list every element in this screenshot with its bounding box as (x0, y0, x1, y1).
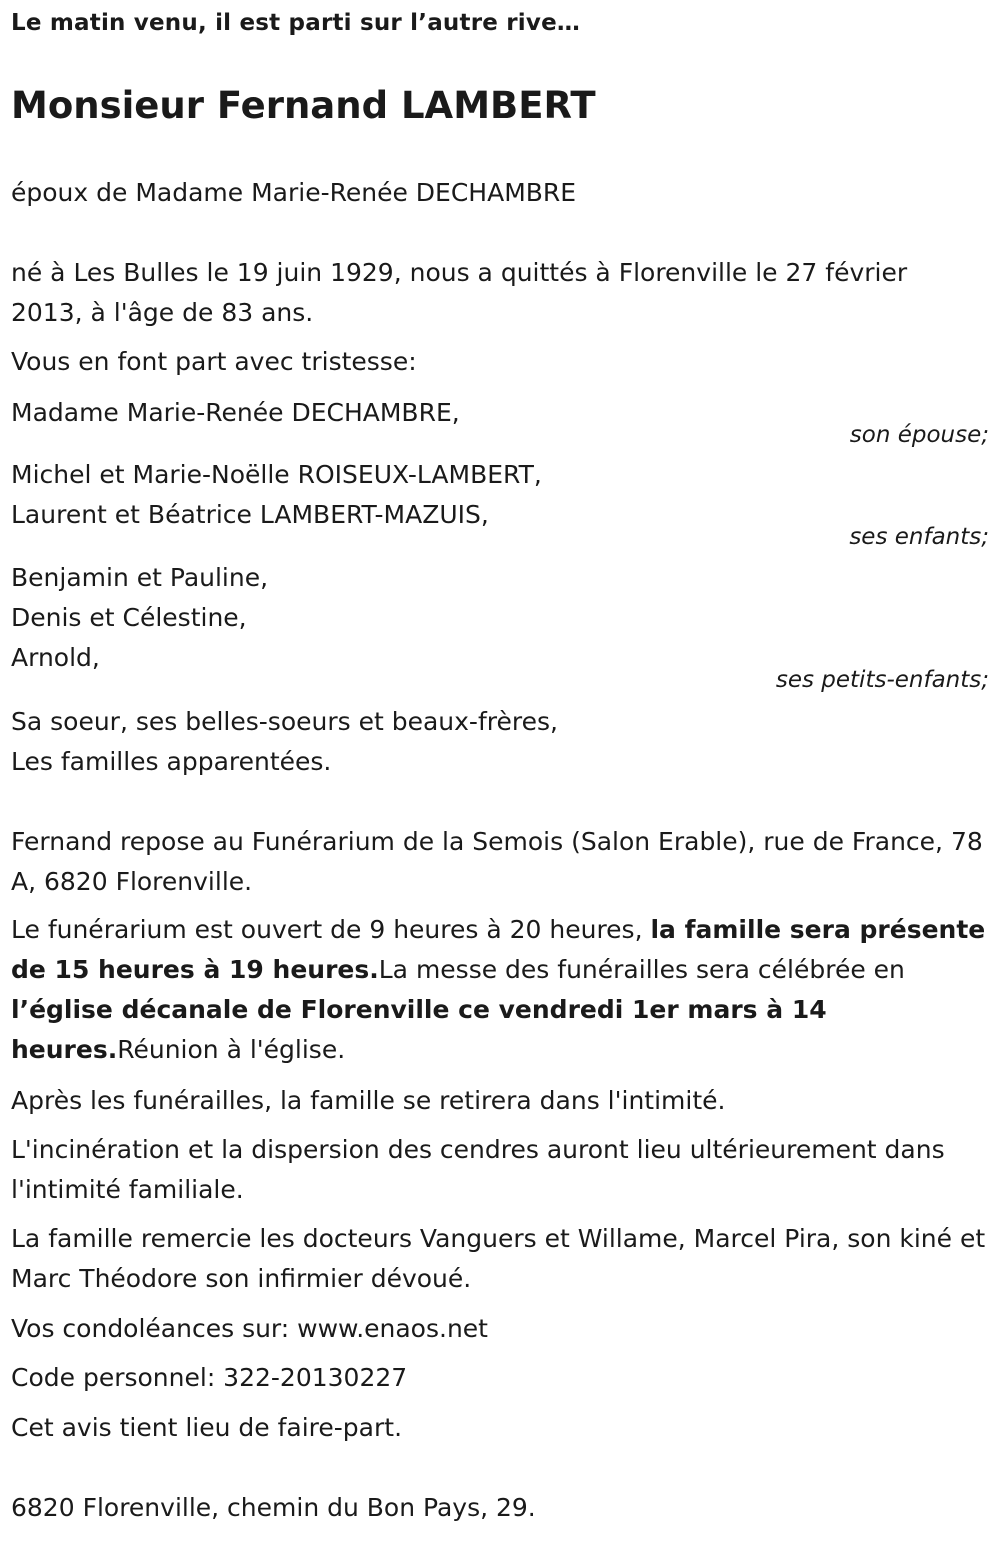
grandchildren-role: ses petits-enfants; (775, 667, 989, 693)
mass-place-time: l’église décanale de Florenville ce vendredi 1er mars à 14 heures. (11, 995, 827, 1064)
family-presence-hours: la famille sera présente de 15 heures à 19 heures. (11, 915, 986, 984)
siblings-line: Sa soeur, ses belles-soeurs et beaux-frères, (11, 707, 558, 736)
personal-code: Code personnel: 322-20130227 (11, 1363, 408, 1392)
birth-death-text: né à Les Bulles le 19 juin 1929, nous a quittés à Florenville le 27 février 2013, à l'âge de 83 ans. (11, 258, 908, 327)
grandchild-entry: Denis et Célestine, (11, 603, 247, 632)
condolences-text: Vos condoléances sur: www.enaos.net (11, 1314, 488, 1343)
after-funeral-text: Après les funérailles, la famille se retirera dans l'intimité. (11, 1086, 726, 1115)
children-role: ses enfants; (849, 524, 989, 550)
funerarium-open-hours: Le funérarium est ouvert de 9 heures à 20 heures, (11, 915, 643, 944)
meeting-text: Réunion à l'église. (117, 1035, 346, 1064)
grandchild-entry: Arnold, (11, 643, 100, 672)
child-entry: Laurent et Béatrice LAMBERT-MAZUIS, (11, 500, 489, 529)
deceased-name: Monsieur Fernand LAMBERT (11, 84, 596, 127)
child-entry: Michel et Marie-Noëlle ROISEUX-LAMBERT, (11, 460, 542, 489)
grandchild-entry: Benjamin et Pauline, (11, 563, 269, 592)
spouse-role: son épouse; (849, 422, 989, 448)
funeral-hours-text (11, 910, 986, 1070)
spouse-name: Madame Marie-Renée DECHAMBRE, (11, 398, 460, 427)
rest-place-text: Fernand repose au Funérarium de la Semois (Salon Erable), rue de France, 78 A, 6820 Florenville. (11, 827, 983, 896)
spouse-line: époux de Madame Marie-Renée DECHAMBRE (11, 178, 577, 207)
relatives-line: Les familles apparentées. (11, 747, 332, 776)
thanks-text: La famille remercie les docteurs Vanguers et Willame, Marcel Pira, son kiné et Marc Théodore son infirmier dévoué. (11, 1224, 986, 1293)
notice-text: Cet avis tient lieu de faire-part. (11, 1413, 403, 1442)
address-text: 6820 Florenville, chemin du Bon Pays, 29. (11, 1493, 536, 1522)
mass-text: La messe des funérailles sera célébrée en (378, 955, 905, 984)
tagline: Le matin venu, il est parti sur l’autre rive… (11, 10, 581, 36)
announce-intro: Vous en font part avec tristesse: (11, 347, 417, 376)
incineration-text: L'incinération et la dispersion des cendres auront lieu ultérieurement dans l'intimité familiale. (11, 1135, 945, 1204)
